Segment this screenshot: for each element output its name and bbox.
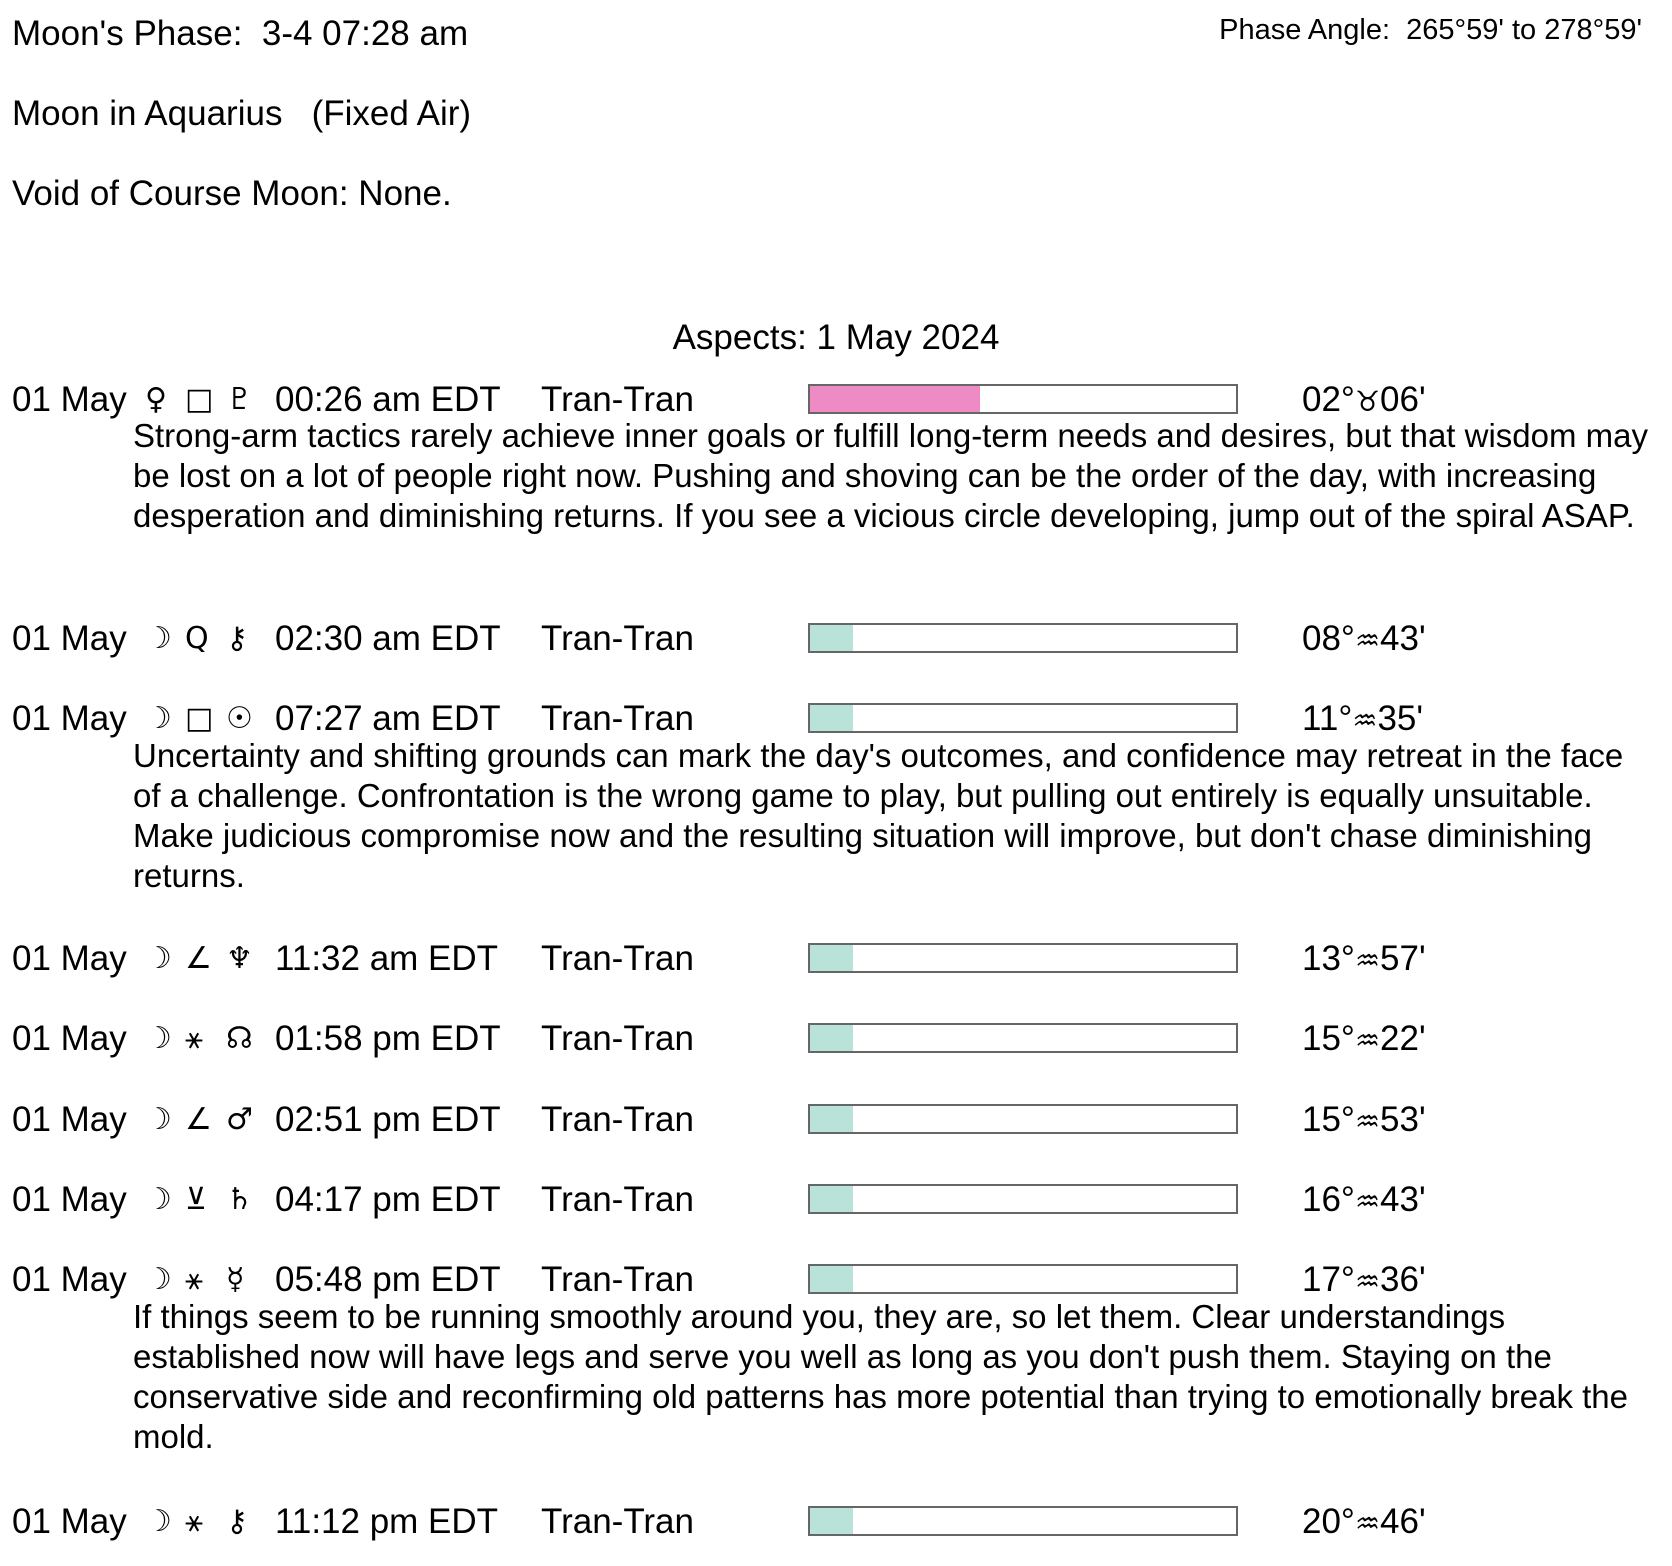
square-aspect-icon: □ (185, 701, 214, 736)
aspect-date: 01 May (12, 699, 127, 738)
strength-bar (808, 1104, 1238, 1134)
north-node-icon: ☊ (226, 1021, 253, 1056)
moon-sign: Moon in Aquarius (Fixed Air) (12, 94, 472, 133)
aspect-degree: 15° (1302, 1019, 1355, 1058)
aspect-degree: 13° (1302, 939, 1355, 978)
aspect-time: 02:51 pm EDT (275, 1100, 501, 1139)
aspect-minutes: 57' (1380, 939, 1426, 978)
aspect-position (1302, 1500, 1426, 1546)
aspect-degree: 16° (1302, 1180, 1355, 1219)
aquarius-icon: ♒ (1354, 1265, 1381, 1298)
strength-bar-fill (810, 1025, 853, 1051)
aspect-date: 01 May (12, 939, 127, 978)
aspects-title: Aspects: 1 May 2024 (672, 318, 1000, 357)
aspect-type: Tran-Tran (541, 1260, 694, 1299)
strength-bar (808, 1184, 1238, 1214)
strength-bar-fill (810, 1508, 853, 1534)
moon-icon: ☽ (145, 1102, 172, 1137)
aspect-time: 11:32 am EDT (275, 939, 499, 978)
aspect-type: Tran-Tran (541, 939, 694, 978)
moon-icon: ☽ (145, 1262, 172, 1297)
aspect-row (12, 1178, 1652, 1222)
aspect-date: 01 May (12, 380, 127, 419)
aquarius-icon: ♒ (1354, 1507, 1381, 1540)
aspect-type: Tran-Tran (541, 1019, 694, 1058)
strength-bar-fill (810, 705, 853, 731)
aspect-type: Tran-Tran (541, 619, 694, 658)
aquarius-icon: ♒ (1354, 624, 1381, 657)
strength-bar (808, 384, 1238, 414)
moon-icon: ☽ (145, 1182, 172, 1217)
strength-bar-fill (810, 1266, 853, 1292)
aspect-time: 05:48 pm EDT (275, 1260, 501, 1299)
aspect-degree: 15° (1302, 1100, 1355, 1139)
aspect-time: 07:27 am EDT (275, 699, 501, 738)
pluto-icon: ♇ (226, 382, 253, 417)
strength-bar-fill (810, 1106, 853, 1132)
aspect-degree: 02° (1302, 380, 1355, 419)
aspect-degree: 17° (1302, 1260, 1355, 1299)
strength-bar (808, 623, 1238, 653)
aspect-minutes: 36' (1380, 1260, 1426, 1299)
aspect-description: If things seem to be running smoothly around you, they are, so let them. Clear understandings established now will have legs and serve you well as long as you don't push them. Staying on the conservative side and reconfirming old patterns has more potential than trying to emotionally break the mold. (133, 1298, 1628, 1455)
sextile-aspect-icon: ⚹ (185, 1021, 203, 1056)
aspect-row (12, 1500, 1652, 1544)
aspect-description: Strong-arm tactics rarely achieve inner goals or fulfill long-term needs and desires, but that wisdom may be lost on a lot of people right now. Pushing and shoving can be the order of the day, with increasing desperation and diminishing returns. If you see a vicious circle developing, jump out of the spiral ASAP. (133, 417, 1649, 534)
aquarius-icon: ♒ (1354, 1185, 1381, 1218)
aspect-time: 01:58 pm EDT (275, 1019, 501, 1058)
strength-bar (808, 1264, 1238, 1294)
aspect-row (12, 937, 1652, 981)
aspect-date: 01 May (12, 1180, 127, 1219)
mercury-icon: ☿ (226, 1262, 245, 1297)
sun-icon: ☉ (226, 701, 253, 736)
moon-icon: ☽ (145, 701, 172, 736)
aspect-position (1302, 1098, 1426, 1144)
aspect-row (12, 1017, 1652, 1061)
aspect-position (1302, 1017, 1426, 1063)
strength-bar-fill (810, 625, 853, 651)
saturn-icon: ♄ (226, 1182, 253, 1217)
aspect-type: Tran-Tran (541, 1100, 694, 1139)
neptune-icon: ♆ (226, 941, 253, 976)
strength-bar-fill (810, 1186, 853, 1212)
aspect-degree: 08° (1302, 619, 1355, 658)
aspect-type: Tran-Tran (541, 699, 694, 738)
strength-bar-fill (810, 945, 853, 971)
semisquare-aspect-icon: ∠ (185, 941, 212, 976)
aspect-time: 02:30 am EDT (275, 619, 501, 658)
aspect-row (12, 617, 1652, 661)
moon-phase: Moon's Phase: 3-4 07:28 am (12, 14, 469, 53)
aspect-time: 04:17 pm EDT (275, 1180, 501, 1219)
aspect-minutes: 43' (1380, 619, 1426, 658)
aspect-date: 01 May (12, 1502, 127, 1541)
strength-bar (808, 703, 1238, 733)
aspect-minutes: 53' (1380, 1100, 1426, 1139)
aspect-position (1302, 937, 1426, 983)
aspect-date: 01 May (12, 1100, 127, 1139)
mars-icon: ♂ (226, 1102, 253, 1137)
aspect-row (12, 1098, 1652, 1142)
strength-bar-fill (810, 386, 980, 412)
moon-icon: ☽ (145, 1021, 172, 1056)
aspect-type: Tran-Tran (541, 1502, 694, 1541)
aspect-description: Uncertainty and shifting grounds can mark the day's outcomes, and confidence may retreat in the face of a challenge. Confrontation is the wrong game to play, but pulling out entirely is equally unsuitable. Make judicious compromise now and the resulting situation will improve, but don't chase diminishing returns. (133, 737, 1624, 894)
aspect-degree: 20° (1302, 1502, 1355, 1541)
aspect-type: Tran-Tran (541, 380, 694, 419)
semisquare-aspect-icon: ∠ (185, 1102, 212, 1137)
aspect-date: 01 May (12, 1019, 127, 1058)
phase-angle: Phase Angle: 265°59' to 278°59' (1219, 14, 1642, 46)
taurus-icon: ♉ (1354, 385, 1381, 418)
aspect-date: 01 May (12, 1260, 127, 1299)
moon-icon: ☽ (145, 941, 172, 976)
aspect-minutes: 43' (1380, 1180, 1426, 1219)
aspect-time: 11:12 pm EDT (275, 1502, 499, 1541)
moon-icon: ☽ (145, 1504, 172, 1539)
aspect-degree: 11° (1302, 699, 1353, 738)
aquarius-icon: ♒ (1354, 944, 1381, 977)
aspect-type: Tran-Tran (541, 1180, 694, 1219)
sextile-aspect-icon: ⚹ (185, 1262, 203, 1297)
chiron-icon: ⚷ (226, 1504, 248, 1539)
aspect-time: 00:26 am EDT (275, 380, 501, 419)
moon-icon: ☽ (145, 621, 172, 656)
aspect-date: 01 May (12, 619, 127, 658)
aspect-minutes: 35' (1377, 699, 1424, 738)
venus-icon: ♀ (145, 382, 167, 417)
strength-bar (808, 1023, 1238, 1053)
aspect-position (1302, 617, 1426, 663)
void-of-course: Void of Course Moon: None. (12, 174, 452, 213)
chiron-icon: ⚷ (226, 621, 248, 656)
sextile-aspect-icon: ⚹ (185, 1504, 203, 1539)
aspect-row (12, 697, 1652, 741)
aquarius-icon: ♒ (1354, 1105, 1381, 1138)
quintile-aspect-icon: Q (185, 621, 209, 656)
strength-bar (808, 943, 1238, 973)
aspect-minutes: 46' (1380, 1502, 1426, 1541)
square-aspect-icon: □ (185, 382, 214, 417)
aspect-minutes: 22' (1380, 1019, 1426, 1058)
aquarius-icon: ♒ (1354, 1024, 1381, 1057)
aquarius-icon: ♒ (1352, 704, 1378, 737)
aspect-minutes: 06' (1380, 380, 1426, 419)
aspect-position (1302, 1178, 1426, 1224)
aspect-row (12, 1258, 1652, 1302)
strength-bar (808, 1506, 1238, 1536)
semisextile-aspect-icon: ⊻ (185, 1182, 207, 1217)
